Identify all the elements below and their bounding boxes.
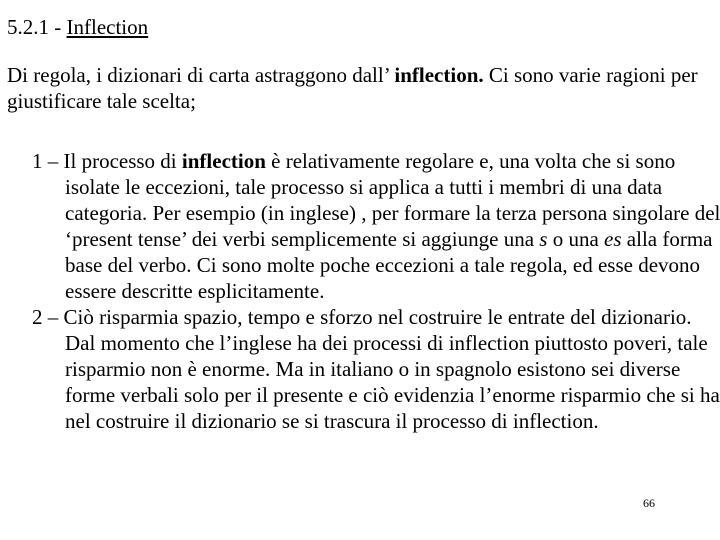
item-1-bold-term: inflection	[181, 149, 266, 173]
item-1-text-c: alla forma base del verbo. Ci sono molte poche eccezioni a tale regola, ed esse devono essere descritte esplicitamente.	[65, 227, 713, 303]
list-item	[32, 304, 720, 434]
section-heading	[7, 14, 148, 40]
item-1-text-b: o una	[547, 227, 605, 251]
intro-bold-term: inflection.	[394, 63, 484, 87]
reasons-list	[32, 148, 720, 434]
intro-text-after: Ci sono varie ragioni per giustificare tale scelta;	[7, 63, 698, 113]
item-1-text-a: è relativamente regolare e, una volta che si sono isolate le eccezioni, tale processo si applica a tutti i membri di una data categoria. Per esempio (in inglese) , per formare la terza persona singolare del ‘present tense’ dei verbi semplicemente si aggiunge una	[65, 149, 720, 251]
item-2-text: 2 – Ciò risparmia spazio, tempo e sforzo nel costruire le entrate del dizionario. Dal momento che l’inglese ha dei processi di inflection piuttosto poveri, tale risparmio non è enorme. Ma in italiano o in spagnolo esistono sei diverse forme verbali solo per il presente e ciò evidenzia l’enorme risparmio che si ha nel costruire il dizionario se si trascura il processo di inflection.	[32, 305, 720, 433]
section-number: 5.2.1 -	[7, 15, 67, 39]
item-1-prefix: 1 – Il processo di	[32, 149, 182, 173]
list-item	[32, 148, 720, 304]
item-1-italic-es: es	[604, 227, 622, 251]
intro-paragraph	[7, 62, 707, 114]
section-title-link[interactable]: Inflection	[66, 15, 149, 39]
intro-text-before: Di regola, i dizionari di carta astraggono dall’	[7, 63, 395, 87]
page-number: 66	[643, 496, 655, 510]
item-1-italic-s: s	[539, 227, 548, 251]
